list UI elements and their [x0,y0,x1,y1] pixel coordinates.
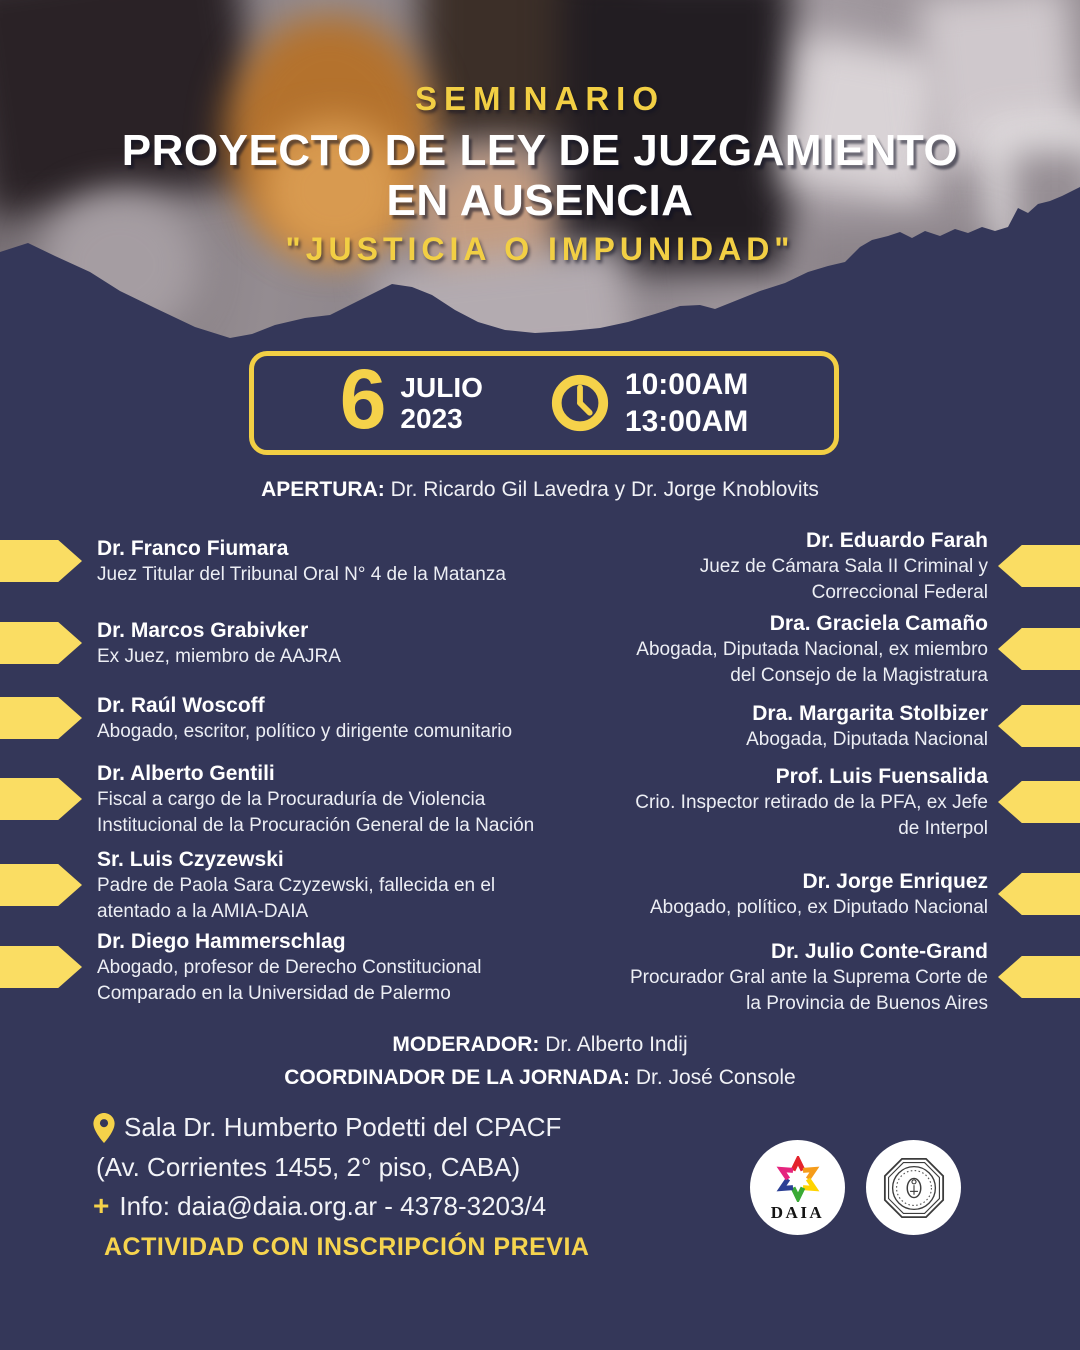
speaker-ribbon [0,946,82,988]
kicker: SEMINARIO [414,80,665,117]
page-title [0,126,1080,226]
title-line-1: PROYECTO DE LEY DE JUZGAMIENTO [121,126,959,175]
speaker-role: Abogado, escritor, político y dirigente comunitario [97,721,513,742]
speaker-role: Abogada, Diputada Nacional, ex miembro del Consejo de la Magistratura [636,639,988,686]
speaker-role: Crio. Inspector retirado de la PFA, ex Jefe de Interpol [635,792,988,839]
location-pin-icon [93,1113,115,1143]
venue-info-row [93,1190,546,1222]
speaker-role: Ex Juez, miembro de AAJRA [97,646,341,667]
coordinator-label: COORDINADOR DE LA JORNADA: [284,1066,630,1089]
speaker-name: Dr. Eduardo Farah [805,529,988,552]
venue-location: Sala Dr. Humberto Podetti del CPACF [124,1112,562,1142]
speaker-name: Sr. Luis Czyzewski [97,848,284,871]
venue-info: Info: daia@daia.org.ar - 4378-3203/4 [119,1190,547,1221]
plus-icon: + [93,1190,110,1221]
speaker-role: Juez de Cámara Sala II Criminal y Correccional Federal [699,556,988,603]
speaker-ribbon [0,864,82,906]
speaker-item-fuensalida [628,763,988,842]
speaker-role: Abogado, político, ex Diputado Nacional [649,897,988,918]
time-end: 13:00AM [624,405,749,438]
speaker-role: Abogado, profesor de Derecho Constitucional Comparado en la Universidad de Palermo [97,957,482,1004]
speaker-ribbon [998,781,1080,823]
speaker-ribbon [0,778,82,820]
speaker-ribbon [0,622,82,664]
speaker-item-fiumara [97,535,552,588]
subtitle: "JUSTICIA O IMPUNIDAD" [285,231,795,267]
speaker-ribbon [0,540,82,582]
speaker-name: Dr. Diego Hammerschlag [97,930,346,953]
cpacf-seal-icon [878,1152,950,1224]
coordinator-line [0,1066,1080,1090]
cpacf-seal [866,1140,961,1235]
apertura-names: Dr. Ricardo Gil Lavedra y Dr. Jorge Knoblovits [390,478,819,501]
clock-icon [549,372,611,434]
daia-wordmark: DAIA [770,1203,825,1222]
speaker-name: Dr. Julio Conte-Grand [770,940,988,963]
speaker-ribbon [998,956,1080,998]
speaker-item-conte-grand [628,938,988,1017]
speaker-item-grabivker [97,617,552,670]
event-day: 6 [339,352,387,446]
speaker-item-woscoff [97,692,552,745]
speaker-role: Procurador Gral ante la Suprema Corte de la Provincia de Buenos Aires [629,967,988,1014]
venue-address-row [96,1152,520,1183]
event-month-year [400,372,482,434]
speaker-item-camano [628,610,988,689]
date-time-card [249,351,839,455]
moderator-name: Dr. Alberto Indij [545,1033,688,1056]
venue-location-row [93,1112,561,1143]
speaker-name: Dra. Margarita Stolbizer [752,702,988,725]
speaker-ribbon [998,873,1080,915]
speaker-ribbon [0,697,82,739]
time-start: 10:00AM [624,368,749,401]
speaker-ribbon [998,545,1080,587]
speaker-name: Dr. Marcos Grabivker [97,619,309,642]
speaker-name: Dr. Jorge Enriquez [802,870,988,893]
speaker-item-hammerschlag [97,928,552,1007]
speaker-item-stolbizer [628,700,988,753]
speaker-name: Dra. Graciela Camaño [769,612,988,635]
speaker-item-enriquez [628,868,988,921]
speaker-name: Prof. Luis Fuensalida [775,765,988,788]
speaker-role: Padre de Paola Sara Czyzewski, fallecida en el atentado a la AMIA-DAIA [97,875,496,922]
registration-note: ACTIVIDAD CON INSCRIPCIÓN PREVIA [104,1233,590,1261]
daia-star-icon [772,1156,824,1202]
speaker-item-czyzewski [97,846,552,925]
speaker-ribbon [998,628,1080,670]
coordinator-name: Dr. José Console [635,1066,796,1089]
venue-address: (Av. Corrientes 1455, 2° piso, CABA) [96,1152,521,1182]
speaker-role: Juez Titular del Tribunal Oral N° 4 de la Matanza [97,564,506,585]
apertura-label: APERTURA: [261,478,385,501]
title-line-2: EN AUSENCIA [386,176,694,225]
moderator-line [0,1033,1080,1057]
apertura-line [0,478,1080,502]
speaker-name: Dr. Franco Fiumara [97,537,289,560]
event-month: JULIO [400,372,483,403]
speaker-name: Dr. Alberto Gentili [97,762,275,785]
speaker-role: Fiscal a cargo de la Procuraduría de Violencia Institucional de la Procuración General de la Nación [97,789,535,836]
event-year: 2023 [400,403,463,434]
event-times [625,366,748,440]
speaker-item-gentili [97,760,552,839]
speaker-role: Abogada, Diputada Nacional [746,729,988,750]
moderator-label: MODERADOR: [392,1033,540,1056]
speaker-name: Dr. Raúl Woscoff [97,694,265,717]
speaker-item-farah [628,527,988,606]
daia-logo [750,1140,845,1235]
speaker-ribbon [998,705,1080,747]
